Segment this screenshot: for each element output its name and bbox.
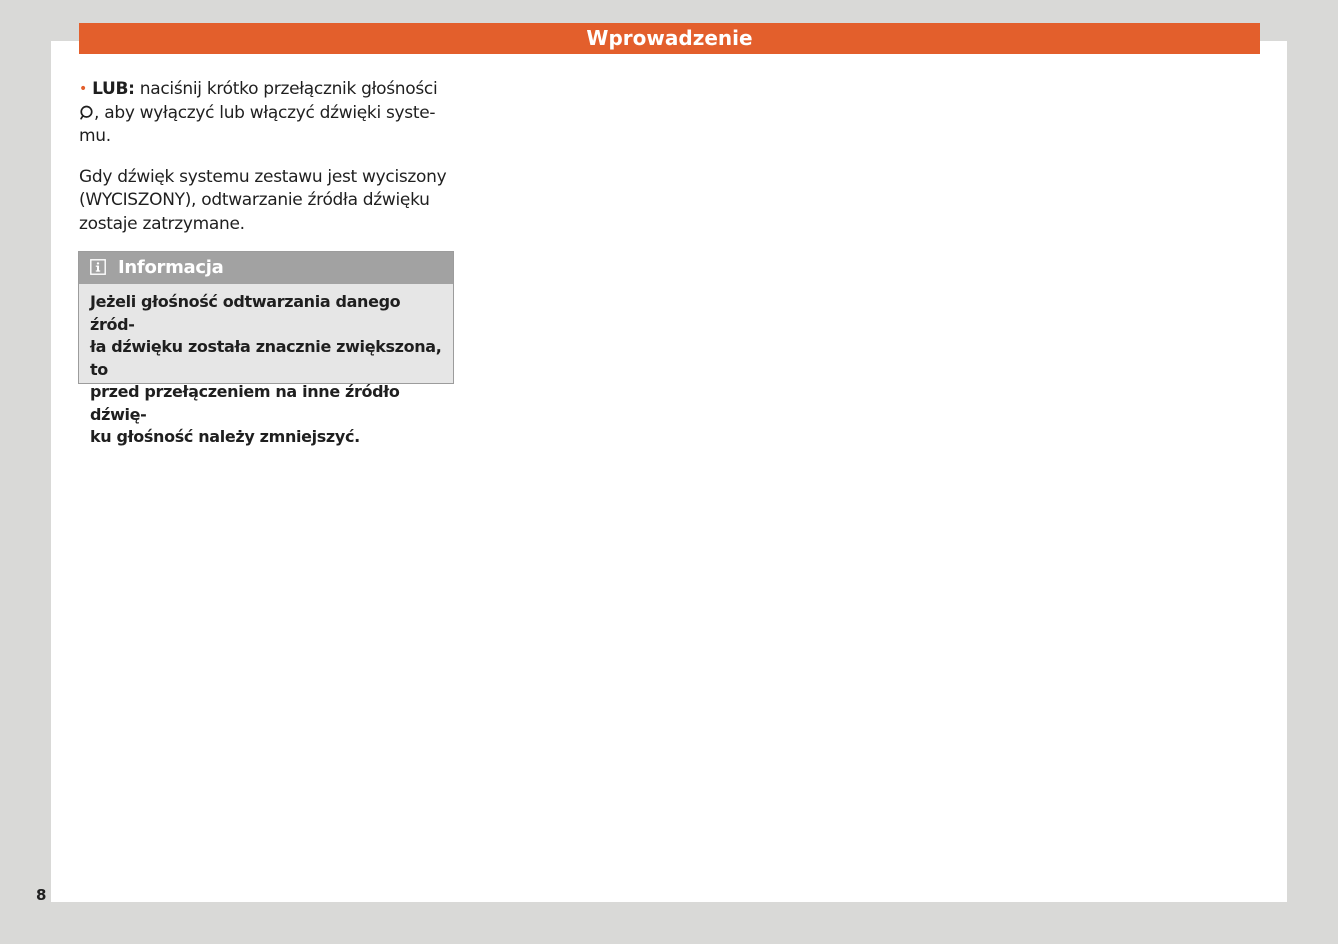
bullet-text-1: naciśnij krótko przełącznik głośności [134,79,438,99]
info-line-1: Jeżeli głośność odtwarzania danego źród- [90,292,401,334]
bullet-text-2: , aby wyłączyć lub włączyć dźwięki syste- [94,102,436,123]
info-icon [90,259,106,275]
section-header [79,23,1260,54]
paragraph-line-2: (WYCISZONY), odtwarzanie źródła dźwięku [79,190,430,210]
info-box-header [79,252,453,284]
info-box [78,251,454,446]
bullet-item [79,78,454,149]
info-line-4: ku głośność należy zmniejszyć. [90,427,360,446]
page-number: 8 [36,886,47,904]
info-line-2: ła dźwięku została znacznie zwiększona, to [90,337,442,379]
bullet-label: LUB: [92,79,135,99]
bullet-marker: • [79,81,87,97]
info-box-title: Informacja [118,257,224,278]
muted-paragraph [79,166,454,237]
main-content [79,78,454,253]
section-title: Wprowadzenie [586,26,753,50]
info-box-body [79,284,453,449]
volume-knob-icon [79,105,94,120]
info-line-3: przed przełączeniem na inne źródło dźwię- [90,382,400,424]
paragraph-line-1: Gdy dźwięk systemu zestawu jest wyciszony [79,166,447,187]
paragraph-line-3: zostaje zatrzymane. [79,213,245,234]
bullet-text-3: mu. [79,126,111,146]
